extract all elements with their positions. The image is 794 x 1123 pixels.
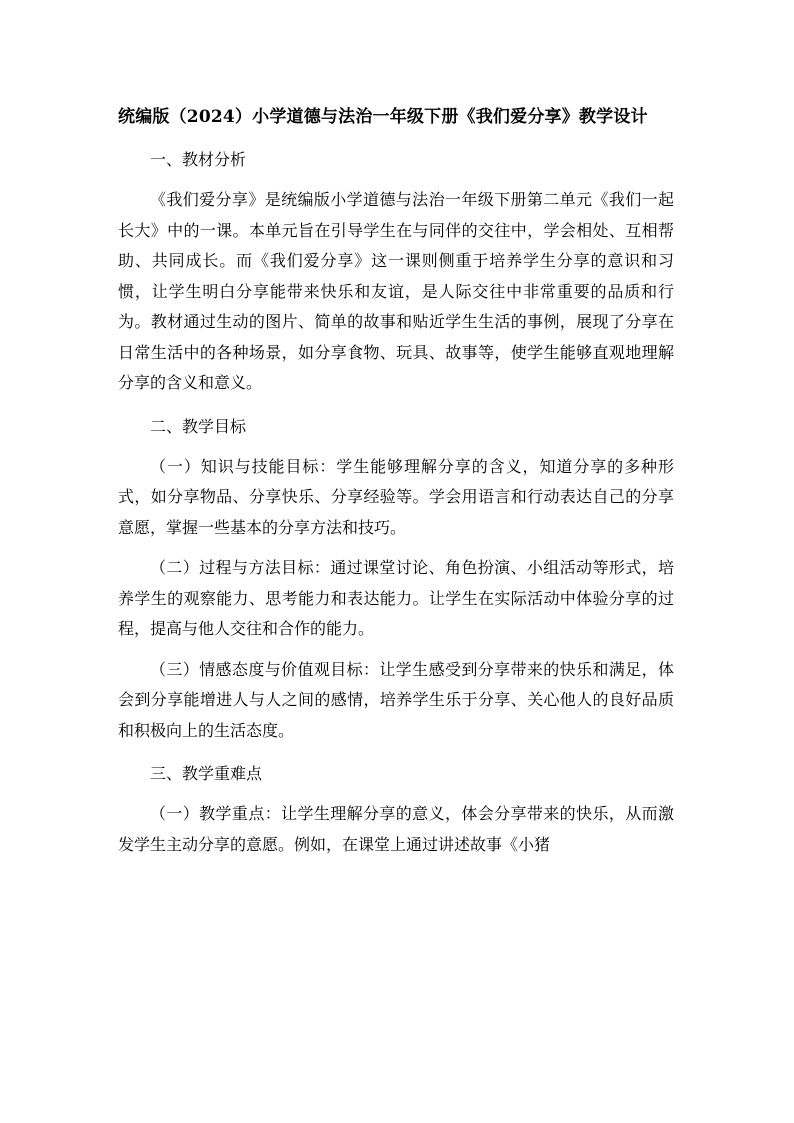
paragraph-emotion-value-goal: （三）情感态度与价值观目标：让学生感受到分享带来的快乐和满足，体会到分享能增进人与人之间的感情，培养学生乐于分享、关心他人的良好品质和积极向上的生活态度。 (118, 659, 674, 740)
document-title: 统编版（2024）小学道德与法治一年级下册《我们爱分享》教学设计 (118, 107, 648, 127)
paragraph-process-method-goal: （二）过程与方法目标：通过课堂讨论、角色扮演、小组活动等形式，培养学生的观察能力、思考能力和表达能力。让学生在实际活动中体验分享的过程，提高与他人交往和合作的能力。 (118, 558, 674, 638)
section-heading-key-difficult-points: 三、教学重难点 (150, 764, 263, 783)
section-heading-textbook-analysis: 一、教材分析 (150, 150, 247, 169)
paragraph-teaching-key-point: （一）教学重点：让学生理解分享的意义，体会分享带来的快乐，从而激发学生主动分享的意愿。例如，在课堂上通过讲述故事《小猪 (118, 804, 674, 854)
paragraph-textbook-analysis: 《我们爱分享》是统编版小学道德与法治一年级下册第二单元《我们一起长大》中的一课。本单元旨在引导学生在与同伴的交往中，学会相处、互相帮助、共同成长。而《我们爱分享》这一课则侧重于培养学生分享的意识和习惯，让学生明白分享能带来快乐和友谊，是人际交往中非常重要的品质和行为。教材通过生动的图片、简单的故事和贴近学生生活的事例，展现了分享在日常生活中的各种场景，如分享食物、玩具、故事等，使学生能够直观地理解分享的含义和意义。 (118, 190, 674, 392)
document-body (118, 102, 674, 860)
section-heading-teaching-goals: 二、教学目标 (150, 416, 247, 436)
paragraph-knowledge-skill-goal: （一）知识与技能目标：学生能够理解分享的含义，知道分享的多种形式，如分享物品、分享快乐、分享经验等。学会用语言和行动表达自己的分享意愿，掌握一些基本的分享方法和技巧。 (118, 456, 674, 537)
